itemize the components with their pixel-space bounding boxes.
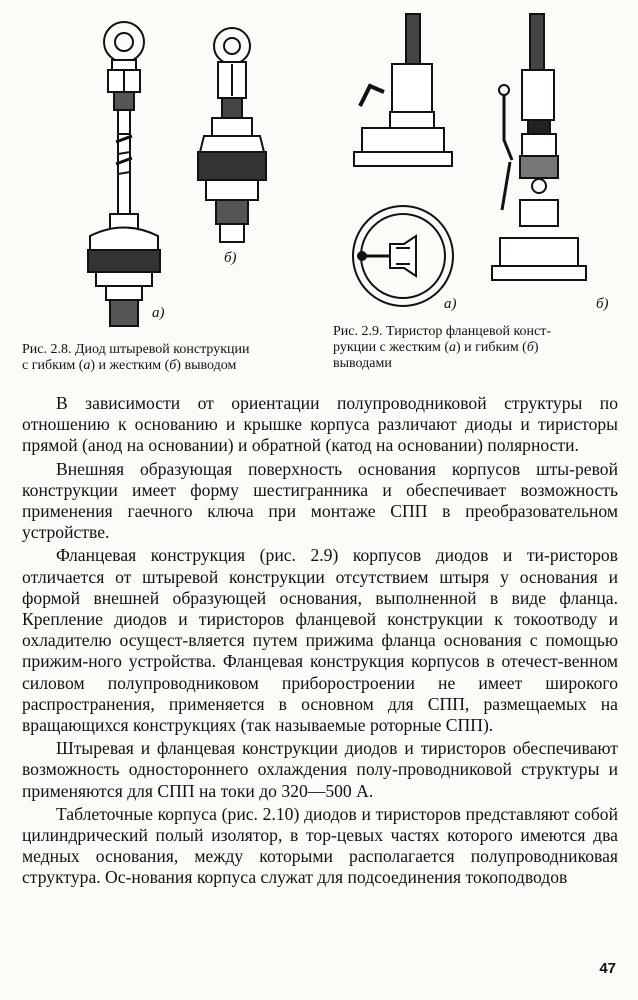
fig-2-9a-drawing xyxy=(340,12,450,312)
page-number: 47 xyxy=(599,960,616,977)
fig-2-9-caption-line2b: ) и гибким ( xyxy=(456,340,527,355)
fig-2-9b-drawing xyxy=(482,10,592,310)
paragraph-hexagon-base: Внешняя образующая поверхность основания корпусов шты-ревой конструкции имеет форму шестигранника и обеспечивает возможность применения гаечного ключа при монтаже СПП в преобразовательном устройстве. xyxy=(22,458,618,543)
fig-2-8-label-a: а) xyxy=(152,305,165,321)
fig-2-8-caption-label-a: а xyxy=(83,358,91,373)
paragraph-one-sided-cooling: Штыревая и фланцевая конструкции диодов и тиристоров обеспечивают возможность одностороннего охлаждения полу-проводниковой структуры и применяются для СПП на токи до 320—500 А. xyxy=(22,738,618,801)
fig-2-9-caption-prefix: Рис. 2.9. xyxy=(333,324,383,339)
fig-2-9-caption-line2c: ) xyxy=(533,340,539,355)
fig-2-8-label-b: б) xyxy=(224,250,237,266)
fig-2-9-caption-line3: выводами xyxy=(333,356,392,371)
fig-2-8a-drawing xyxy=(80,14,170,314)
fig-2-9-caption-label-a: а xyxy=(449,340,457,355)
fig-2-9-label-a: а) xyxy=(444,296,457,312)
fig-2-8-caption-label-b: б xyxy=(169,358,177,373)
fig-2-9-label-b: б) xyxy=(596,296,609,312)
fig-2-9-caption xyxy=(333,324,618,372)
fig-2-8-caption-line2b: ) и жестким ( xyxy=(90,358,170,373)
fig-2-8b-drawing xyxy=(192,20,272,250)
fig-2-8-caption-line2c: ) выводом xyxy=(176,358,237,373)
fig-2-9-caption-line2a: рукции с жестким ( xyxy=(333,340,450,355)
paragraph-polarity: В зависимости от ориентации полупроводниковой структуры по отношению к основанию и крышке корпуса различают диоды и тиристоры прямой (анод на основании) и обратной (катод на основании) полярности. xyxy=(22,393,618,456)
fig-2-8-caption xyxy=(22,342,310,374)
body-text xyxy=(22,393,618,891)
fig-2-8-caption-line2a: с гибким ( xyxy=(22,358,84,373)
paragraph-flange-design: Фланцевая конструкция (рис. 2.9) корпусов диодов и ти-ристоров отличается от штыревой конструкции отсутствием штыря у основания и формой внешней образующей основания, выполненной в виде фланца. Крепление диодов и тиристоров фланцевой конструкции к токоотводу и охладителю осущест-вляется путем прижима фланца основания с помощью прижим-ного устройства. Фланцевая конструкция корпусов в отечест-венном силовом полупроводниковом приборостроении не имеет широкого распространения, применяется в основном для СПП, размещаемых на вращающихся конструкциях (так называемые роторные СПП). xyxy=(22,545,618,736)
fig-2-9-caption-line1: Тиристор фланцевой конст- xyxy=(386,324,552,339)
paragraph-tablet-housings: Таблеточные корпуса (рис. 2.10) диодов и тиристоров представляют собой цилиндрический полый изолятор, в тор-цевых частях которого имеются два медных основания, между которыми располагается полупроводниковая структура. Ос-нования корпуса служат для подсоединения токоподводов xyxy=(22,803,618,888)
fig-2-9-caption-label-b: б xyxy=(526,340,534,355)
fig-2-8-caption-prefix: Рис. 2.8. xyxy=(22,342,72,357)
fig-2-8-caption-line1: Диод штыревой конструкции xyxy=(75,342,250,357)
